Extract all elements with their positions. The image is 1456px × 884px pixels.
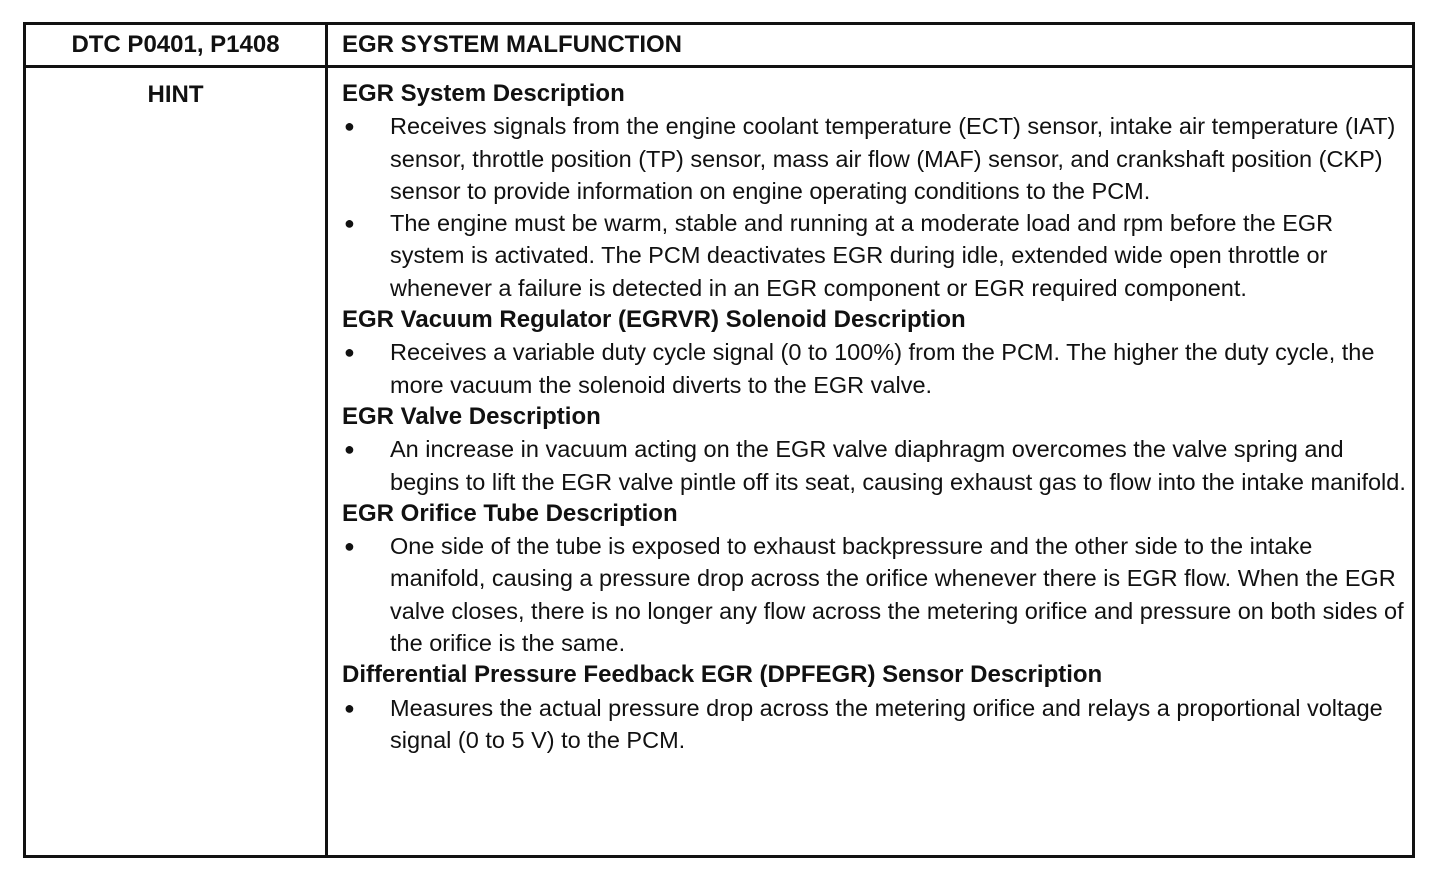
bullet-item bbox=[342, 530, 1408, 659]
bullet-text: One side of the tube is exposed to exhaust backpressure and the other side to the intake manifold, causing a pressure drop across the orifice whenever there is EGR flow. When the EGR valve closes, there is no longer any flow across the metering orifice and pressure on both sides of the orifice is the same. bbox=[390, 533, 1404, 657]
bullet-item bbox=[342, 433, 1408, 498]
bullet-icon: ● bbox=[344, 116, 355, 137]
section-egrvr-solenoid bbox=[342, 304, 1408, 401]
bullet-icon: ● bbox=[344, 697, 355, 718]
row-divider bbox=[26, 65, 1412, 68]
bullet-item bbox=[342, 692, 1408, 757]
bullet-item bbox=[342, 336, 1408, 401]
bullet-text: Receives signals from the engine coolant temperature (ECT) sensor, intake air temperature (IAT) sensor, throttle position (TP) sensor, mass air flow (MAF) sensor, and crankshaft position (CKP) sensor to provide information on engine operating conditions to the PCM. bbox=[390, 113, 1396, 204]
bullet-icon: ● bbox=[344, 536, 355, 557]
section-dpfegr-sensor bbox=[342, 659, 1408, 756]
section-heading: EGR Orifice Tube Description bbox=[342, 499, 678, 527]
section-heading: EGR Valve Description bbox=[342, 402, 601, 430]
hint-label: HINT bbox=[147, 81, 204, 108]
column-divider bbox=[325, 25, 328, 855]
bullet-text: Receives a variable duty cycle signal (0 to 100%) from the PCM. The higher the duty cycle, the more vacuum the solenoid diverts to the EGR valve. bbox=[390, 339, 1375, 398]
section-heading: EGR System Description bbox=[342, 80, 625, 107]
bullet-icon: ● bbox=[344, 213, 355, 234]
section-egr-system bbox=[342, 78, 1408, 304]
bullet-icon: ● bbox=[344, 439, 355, 460]
dtc-table bbox=[23, 22, 1415, 858]
bullet-item bbox=[342, 207, 1408, 304]
section-egr-valve bbox=[342, 401, 1408, 498]
bullet-text: Measures the actual pressure drop across the metering orifice and relays a proportional voltage signal (0 to 5 V) to the PCM. bbox=[390, 694, 1383, 753]
bullet-text: An increase in vacuum acting on the EGR valve diaphragm overcomes the valve spring and begins to lift the EGR valve pintle off its seat, causing exhaust gas to flow into the intake manifold. bbox=[390, 436, 1406, 495]
malfunction-title-header: EGR SYSTEM MALFUNCTION bbox=[342, 31, 682, 58]
section-egr-orifice-tube bbox=[342, 498, 1408, 659]
bullet-icon: ● bbox=[344, 342, 355, 363]
dtc-codes-header: DTC P0401, P1408 bbox=[71, 31, 280, 58]
bullet-text: The engine must be warm, stable and running at a moderate load and rpm before the EGR system is activated. The PCM deactivates EGR during idle, extended wide open throttle or whenever a failure is detected in an EGR component or EGR required component. bbox=[390, 210, 1334, 301]
section-heading: Differential Pressure Feedback EGR (DPFEGR) Sensor Description bbox=[342, 661, 1103, 689]
section-heading: EGR Vacuum Regulator (EGRVR) Solenoid Description bbox=[342, 306, 966, 334]
bullet-item bbox=[342, 110, 1408, 207]
hint-content bbox=[342, 78, 1408, 756]
